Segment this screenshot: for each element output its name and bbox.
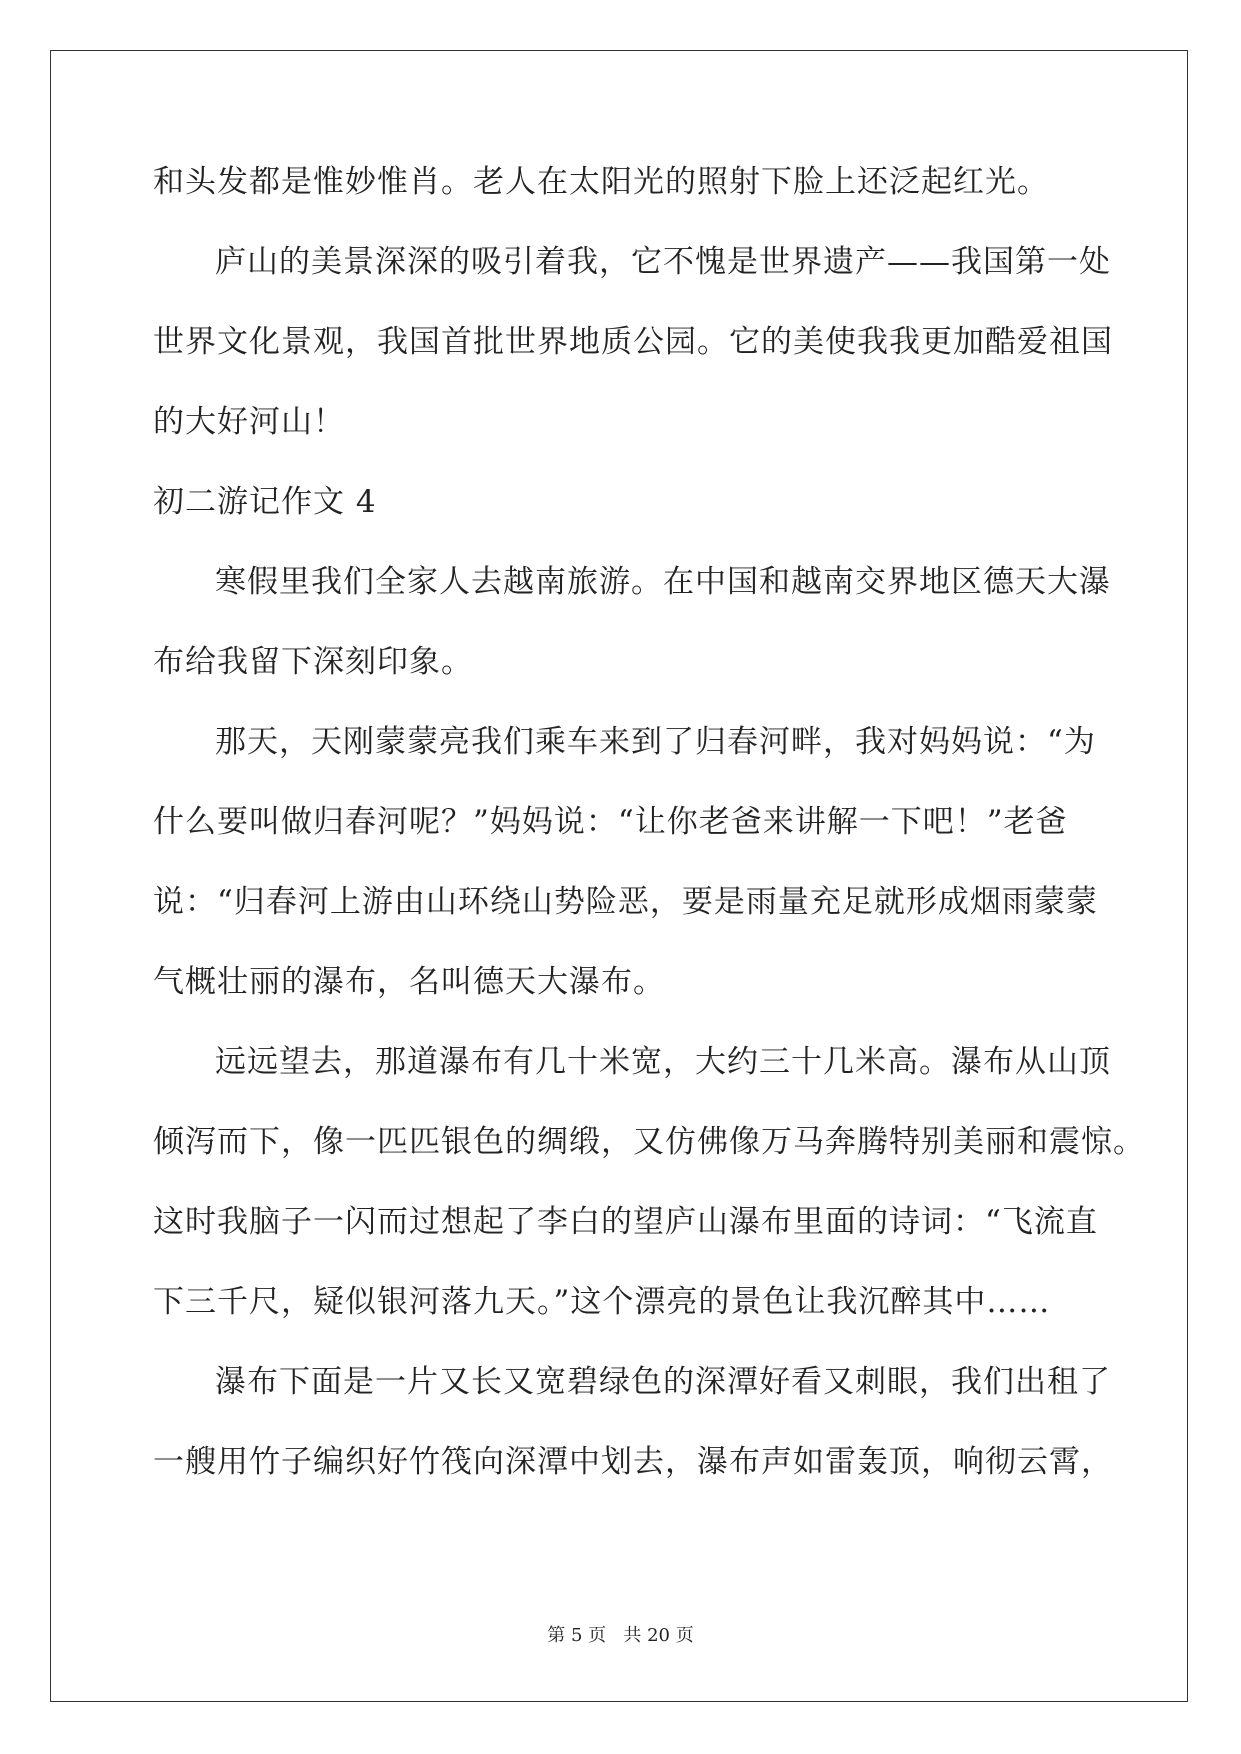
page-number-footer: 第 5 页 共 20 页 (547, 1625, 694, 1646)
text-line: 气概壮丽的瀑布，名叫德天大瀑布。 (153, 964, 665, 1000)
section-heading: 初二游记作文 4 (153, 484, 377, 520)
text-line: 一艘用竹子编织好竹筏向深潭中划去，瀑布声如雷轰顶，响彻云霄， (153, 1444, 1113, 1480)
text-line: 下三千尺，疑似银河落九天。”这个漂亮的景色让我沉醉其中…… (153, 1284, 1051, 1320)
text-line: 世界文化景观，我国首批世界地质公园。它的美使我我更加酷爱祖国 (153, 324, 1113, 360)
text-line: 倾泻而下，像一匹匹银色的绸缎，又仿佛像万马奔腾特别美丽和震惊。 (153, 1124, 1145, 1160)
text-line: 说：“归春河上游由山环绕山势险恶，要是雨量充足就形成烟雨蒙蒙 (153, 884, 1098, 920)
paragraph-start-line: 那天，天刚蒙蒙亮我们乘车来到了归春河畔，我对妈妈说：“为 (215, 724, 1096, 760)
text-line: 这时我脑子一闪而过想起了李白的望庐山瀑布里面的诗词：“飞流直 (153, 1204, 1098, 1240)
paragraph-start-line: 瀑布下面是一片又长又宽碧绿色的深潭好看又刺眼，我们出租了 (215, 1364, 1111, 1400)
text-line: 的大好河山！ (153, 404, 345, 440)
paragraph-start-line: 远远望去，那道瀑布有几十米宽，大约三十几米高。瀑布从山顶 (215, 1044, 1111, 1080)
text-line: 什么要叫做归春河呢？”妈妈说：“让你老爸来讲解一下吧！”老爸 (153, 804, 1068, 840)
text-line: 布给我留下深刻印象。 (153, 644, 473, 680)
text-line: 和头发都是惟妙惟肖。老人在太阳光的照射下脸上还泛起红光。 (153, 164, 1049, 200)
paragraph-start-line: 庐山的美景深深的吸引着我，它不愧是世界遗产——我国第一处 (215, 244, 1111, 280)
paragraph-start-line: 寒假里我们全家人去越南旅游。在中国和越南交界地区德天大瀑 (215, 564, 1111, 600)
